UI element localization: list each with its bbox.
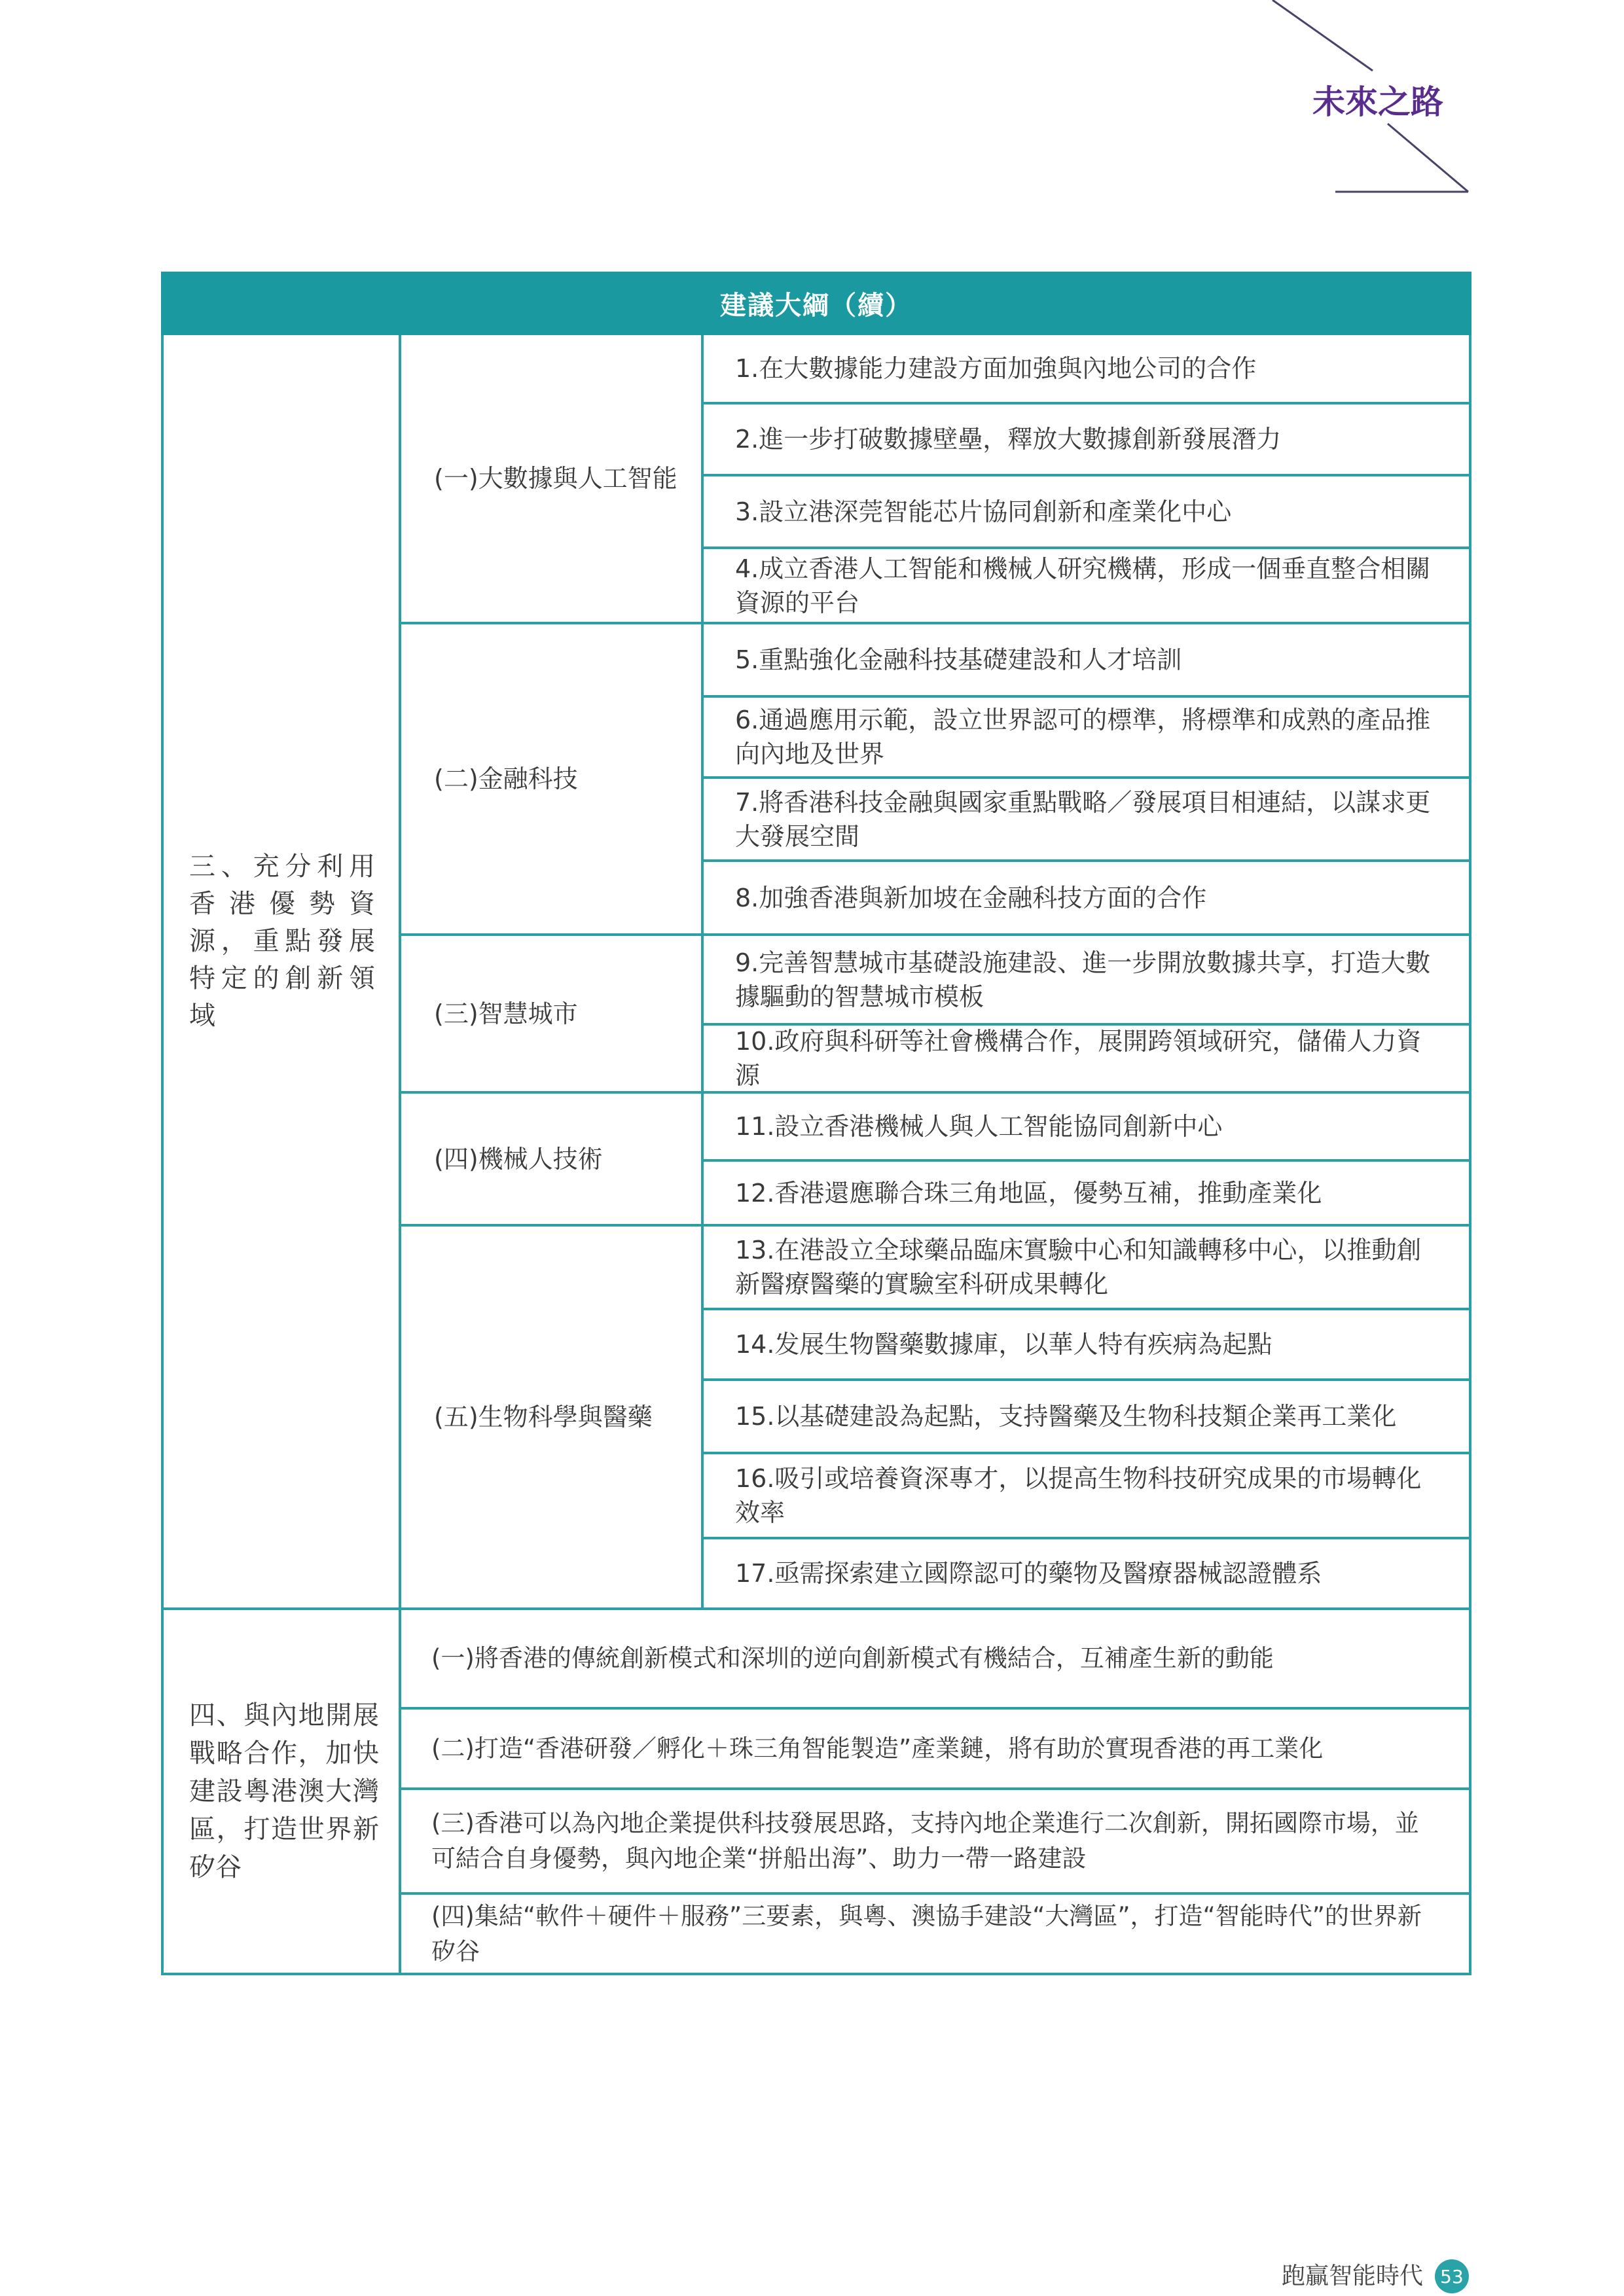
table-title: 建議大綱（續） <box>161 272 1471 335</box>
item-10: 10.政府與科研等社會機構合作，展開跨領域研究，儲備人力資源 <box>735 1027 1422 1090</box>
table-row <box>704 936 1471 1026</box>
item-16: 16.吸引或培養資深專才，以提高生物科技研究成果的市場轉化效率 <box>735 1464 1422 1527</box>
item-6: 6.通過應用示範，設立世界認可的標準，將標準和成熟的產品推向內地及世界 <box>735 706 1431 768</box>
group-big-data-ai <box>401 335 704 624</box>
section-4-label: 四、與內地開展戰略合作，加快建設粵港澳大灣區，打造世界新矽谷 <box>189 1700 379 1882</box>
section-3-label: 三、充分利用香港優勢資源，重點發展特定的創新領域 <box>189 851 380 1031</box>
table-row <box>704 1539 1471 1610</box>
outline-table <box>161 272 1471 1975</box>
item-13: 13.在港設立全球藥品臨床實驗中心和知識轉移中心，以推動創新醫療醫藥的實驗室科研成果轉化 <box>735 1236 1422 1299</box>
group-robotics <box>401 1094 704 1227</box>
group-label: (五)生物科學與醫藥 <box>434 1403 653 1431</box>
item-7: 7.將香港科技金融與國家重點戰略／發展項目相連結，以謀求更大發展空間 <box>735 787 1431 851</box>
item-11: 11.設立香港機械人與人工智能協同創新中心 <box>735 1112 1223 1141</box>
section-4-item-2: (二)打造“香港研發／孵化＋珠三角智能製造”產業鏈，將有助於實現香港的再工業化 <box>431 1734 1324 1763</box>
group-label: (三)智慧城市 <box>434 999 578 1028</box>
table-row <box>704 779 1471 862</box>
item-9: 9.完善智慧城市基礎設施建設、進一步開放數據共享，打造大數據驅動的智慧城市模板 <box>735 948 1431 1011</box>
item-3: 3.設立港深莞智能芯片協同創新和產業化中心 <box>735 497 1232 526</box>
chapter-tag: 未來之路 <box>1312 83 1443 121</box>
item-15: 15.以基礎建設為起點，支持醫藥及生物科技類企業再工業化 <box>735 1402 1397 1431</box>
table-row <box>401 1610 1471 1710</box>
item-4: 4.成立香港人工智能和機械人研究機構，形成一個垂直整合相關資源的平台 <box>735 554 1431 617</box>
table-row <box>704 1454 1471 1539</box>
group-label: (二)金融科技 <box>434 764 578 793</box>
section-4-item-3: (三)香港可以為內地企業提供科技發展思路，支持內地企業進行二次創新，開拓國際市場，並可結合自身優勢，與內地企業“拼船出海”、助力一帶一路建設 <box>431 1809 1419 1873</box>
item-12: 12.香港還應聯合珠三角地區，優勢互補，推動產業化 <box>735 1178 1322 1208</box>
group-label: (四)機械人技術 <box>434 1144 603 1174</box>
item-5: 5.重點強化金融科技基礎建設和人才培訓 <box>735 645 1182 674</box>
footer-title: 跑贏智能時代 <box>1282 2263 1424 2289</box>
group-life-science <box>401 1227 704 1610</box>
section-3-cell <box>161 335 401 1610</box>
section-4-item-4: (四)集結“軟件＋硬件＋服務”三要素，與粵、澳協手建設“大灣區”，打造“智能時代”的世界新矽谷 <box>431 1901 1422 1965</box>
table-row <box>704 1227 1471 1310</box>
table-row <box>704 404 1471 476</box>
table-row <box>401 1710 1471 1790</box>
item-1: 1.在大數據能力建設方面加強與內地公司的合作 <box>735 354 1257 383</box>
item-8: 8.加強香港與新加坡在金融科技方面的合作 <box>735 883 1207 912</box>
table-row <box>704 1094 1471 1162</box>
group-label: (一)大數據與人工智能 <box>434 464 677 493</box>
item-14: 14.发展生物醫藥數據庫，以華人特有疾病為起點 <box>735 1330 1272 1359</box>
section-4-cell <box>161 1610 401 1975</box>
table-row <box>704 1310 1471 1381</box>
table-row <box>704 549 1471 624</box>
table-row <box>704 335 1471 404</box>
group-fintech <box>401 624 704 936</box>
table-row <box>704 476 1471 549</box>
table-row <box>704 1162 1471 1227</box>
table-row <box>704 624 1471 698</box>
table-row <box>704 1381 1471 1454</box>
section-4-item-1: (一)將香港的傳統創新模式和深圳的逆向創新模式有機結合，互補產生新的動能 <box>431 1644 1274 1672</box>
item-2: 2.進一步打破數據壁壘，釋放大數據創新發展潛力 <box>735 425 1282 454</box>
item-17: 17.亟需探索建立國際認可的藥物及醫療器械認證體系 <box>735 1559 1322 1588</box>
table-row <box>704 698 1471 779</box>
table-row <box>704 862 1471 936</box>
group-smart-city <box>401 936 704 1094</box>
table-row <box>401 1790 1471 1895</box>
page-number-badge: 53 <box>1435 2259 1469 2293</box>
table-row <box>704 1026 1471 1094</box>
table-row <box>401 1895 1471 1975</box>
